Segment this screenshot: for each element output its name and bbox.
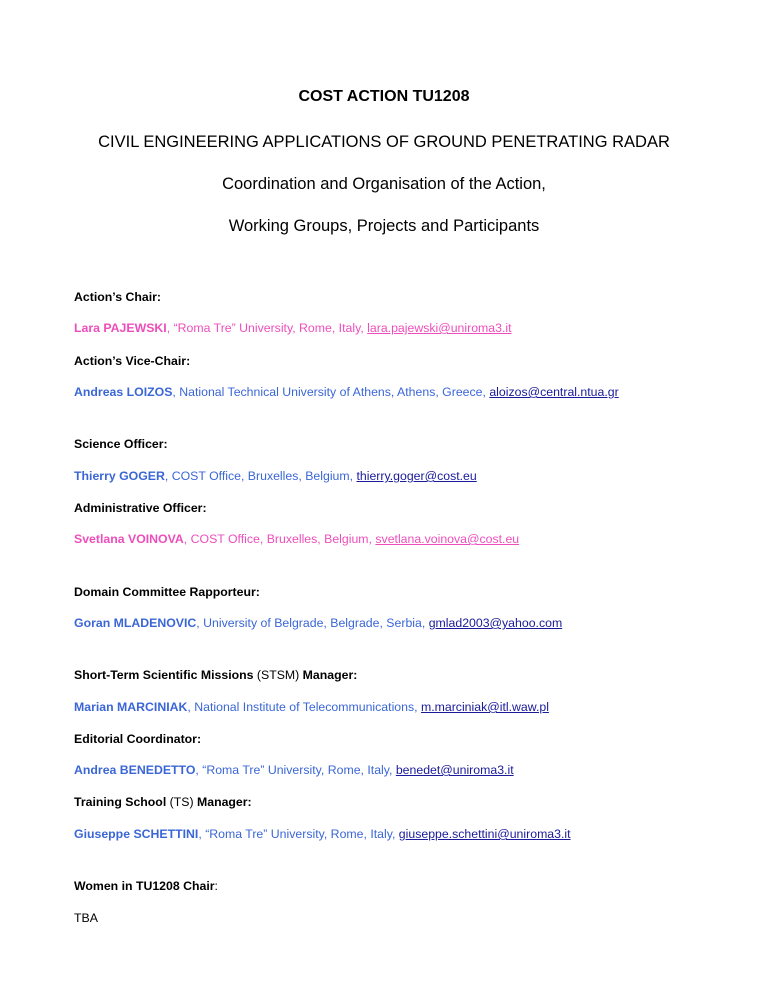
role-label-part: Manager: bbox=[302, 668, 358, 682]
person-entry-science-officer bbox=[74, 469, 477, 483]
person-entry-editorial-coordinator bbox=[74, 763, 514, 777]
role-label-stsm-manager bbox=[74, 668, 357, 682]
role-label-part: Women in TU1208 Chair bbox=[74, 879, 215, 893]
email-link[interactable]: gmlad2003@yahoo.com bbox=[428, 616, 563, 630]
email-link[interactable]: thierry.goger@cost.eu bbox=[356, 469, 477, 483]
person-name: Andrea BENEDETTO bbox=[74, 763, 196, 777]
document-title: COST ACTION TU1208 bbox=[298, 88, 470, 105]
role-label-administrative-officer: Administrative Officer: bbox=[74, 501, 207, 515]
role-label-part: Manager: bbox=[196, 795, 252, 809]
role-label-colon: : bbox=[214, 879, 218, 893]
email-link[interactable]: svetlana.voinova@cost.eu bbox=[375, 532, 520, 546]
role-label-science-officer: Science Officer: bbox=[74, 437, 168, 451]
role-label-abbrev: (TS) bbox=[166, 795, 197, 809]
document-subtitle-line-2: Coordination and Organisation of the Action, bbox=[222, 175, 546, 193]
women-chair-value: TBA bbox=[74, 911, 98, 925]
email-link[interactable]: giuseppe.schettini@uniroma3.it bbox=[398, 827, 571, 841]
person-entry-chair bbox=[74, 321, 512, 335]
person-name: Andreas LOIZOS bbox=[74, 385, 173, 399]
person-name: Thierry GOGER bbox=[74, 469, 165, 483]
person-name: Marian MARCINIAK bbox=[74, 700, 188, 714]
email-link[interactable]: aloizos@central.ntua.gr bbox=[489, 385, 619, 399]
person-affiliation: , University of Belgrade, Belgrade, Serbia, bbox=[196, 616, 429, 630]
person-affiliation: , National Institute of Telecommunications, bbox=[187, 700, 421, 714]
person-affiliation: , COST Office, Bruxelles, Belgium, bbox=[164, 469, 357, 483]
document-subtitle-line-3: Working Groups, Projects and Participants bbox=[228, 217, 540, 235]
email-link[interactable]: lara.pajewski@uniroma3.it bbox=[367, 321, 512, 335]
person-entry-vice-chair bbox=[74, 385, 619, 399]
role-label-part: Training School bbox=[74, 795, 167, 809]
role-label-vice-chair: Action’s Vice-Chair: bbox=[74, 354, 191, 368]
role-label-rapporteur: Domain Committee Rapporteur: bbox=[74, 585, 260, 599]
role-label-abbrev: (STSM) bbox=[253, 668, 303, 682]
email-link[interactable]: benedet@uniroma3.it bbox=[395, 763, 514, 777]
person-affiliation: , COST Office, Bruxelles, Belgium, bbox=[183, 532, 376, 546]
person-entry-training-school-manager bbox=[74, 827, 571, 841]
document-subtitle: CIVIL ENGINEERING APPLICATIONS OF GROUND PENETRATING RADAR bbox=[98, 133, 670, 151]
role-label-women-chair bbox=[74, 879, 218, 893]
person-affiliation: , “Roma Tre” University, Rome, Italy, bbox=[195, 763, 396, 777]
email-link[interactable]: m.marciniak@itl.waw.pl bbox=[420, 700, 549, 714]
person-name: Giuseppe SCHETTINI bbox=[74, 827, 199, 841]
role-label-part: Short-Term Scientific Missions bbox=[74, 668, 254, 682]
person-entry-administrative-officer bbox=[74, 532, 519, 546]
person-name: Goran MLADENOVIC bbox=[74, 616, 197, 630]
person-affiliation: , National Technical University of Athens, Athens, Greece, bbox=[172, 385, 490, 399]
person-affiliation: , “Roma Tre” University, Rome, Italy, bbox=[198, 827, 399, 841]
role-label-training-school-manager bbox=[74, 795, 252, 809]
person-entry-rapporteur bbox=[74, 616, 562, 630]
role-label-chair: Action’s Chair: bbox=[74, 290, 161, 304]
person-entry-stsm-manager bbox=[74, 700, 549, 714]
person-name: Svetlana VOINOVA bbox=[74, 532, 184, 546]
role-label-editorial-coordinator: Editorial Coordinator: bbox=[74, 732, 202, 746]
person-affiliation: , “Roma Tre” University, Rome, Italy, bbox=[166, 321, 368, 335]
person-name: Lara PAJEWSKI bbox=[74, 321, 167, 335]
